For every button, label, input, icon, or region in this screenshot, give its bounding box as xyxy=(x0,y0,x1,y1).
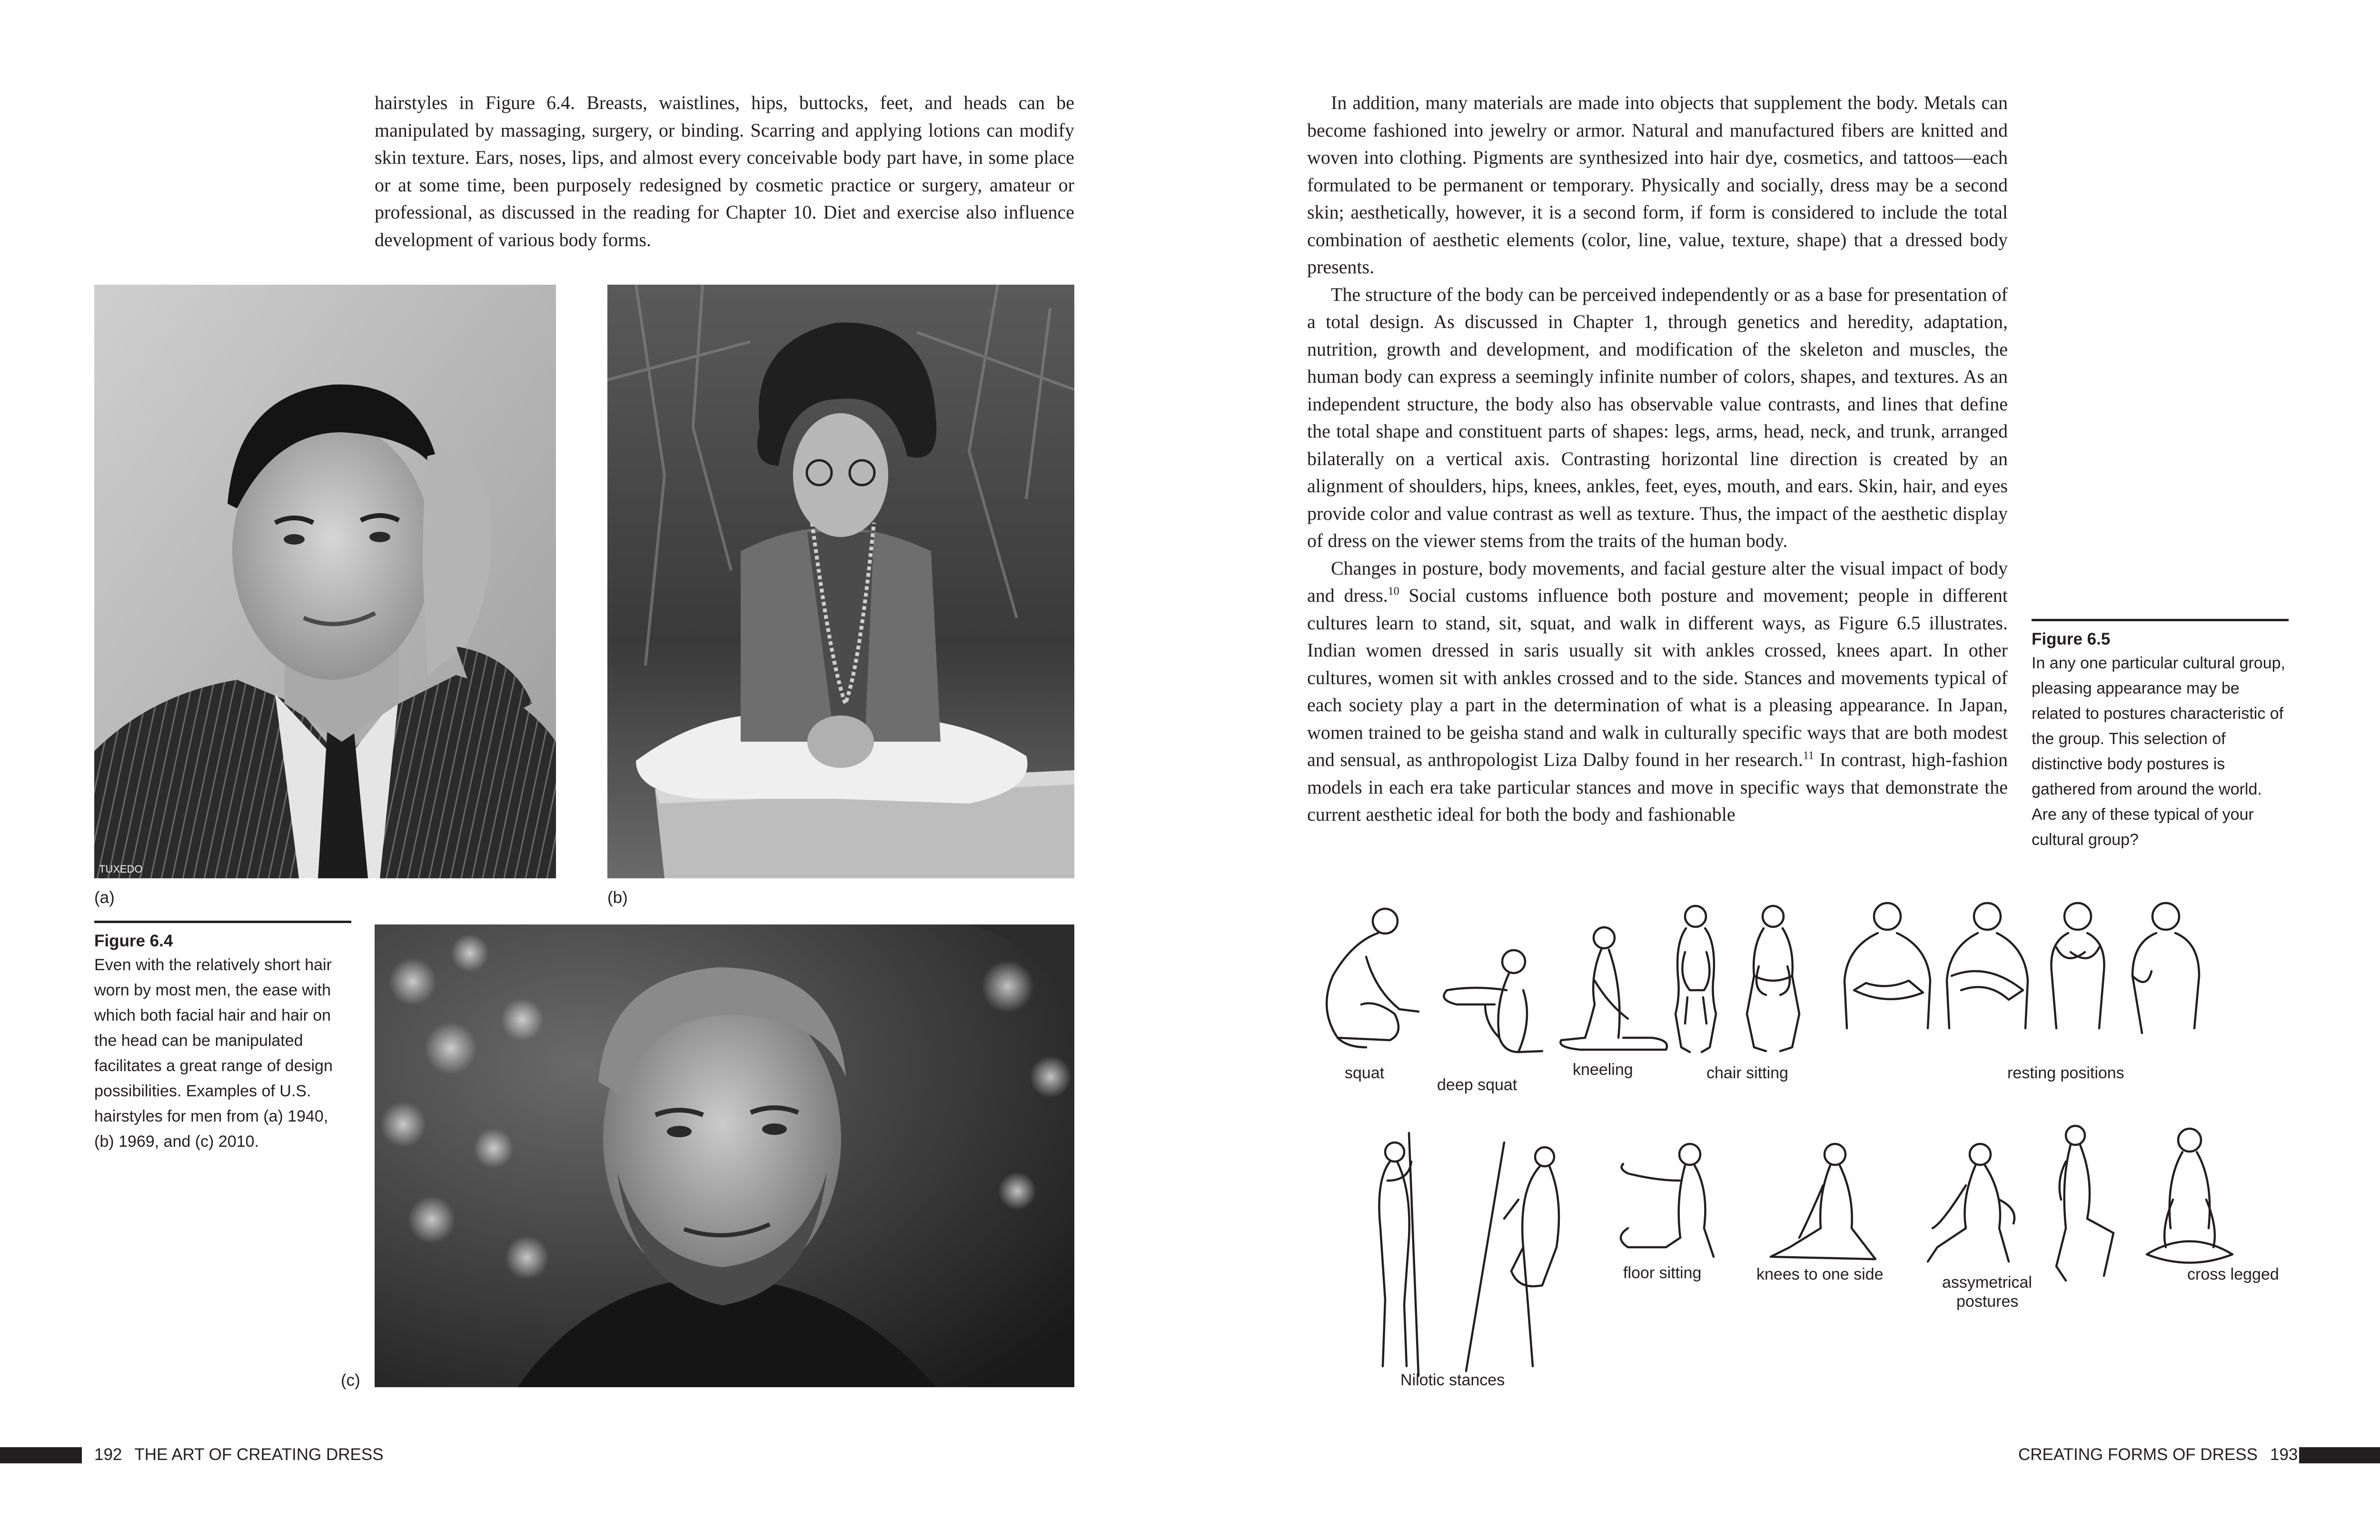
figure-6-4-caption xyxy=(94,921,351,1154)
paragraph-3-part-b: Social customs influence both posture and movement; people in different cultures learn to stand, sit, squat, and walk in different ways, as Figure 6.5 illustrates. Indian women dressed in saris usually sit with ankles crossed, knees apart. In other cultures, women sit with ankles crossed and to the side. Stances and movements typical of each society play a part in the determination of what is a pleasing appearance. In Japan, women trained to be geisha stand and walk in culturally specific ways that are both modest and sensual, as anthropologist Liza Dalby found in her research. xyxy=(1307,585,2008,770)
cross-legged-figure xyxy=(2147,1129,2232,1263)
label-deep-squat: deep squat xyxy=(1437,1076,1517,1094)
paragraph-3-part-a: Changes in posture, body movements, and facial gesture alter the visual impact of body and dress. xyxy=(1307,557,2008,606)
label-nilotic-stances: Nilotic stances xyxy=(1400,1371,1505,1389)
squat-figure xyxy=(1327,909,1418,1047)
label-floor-sitting: floor sitting xyxy=(1623,1264,1702,1282)
photo-c-image xyxy=(375,924,1074,1387)
label-assymetrical: assymetrical xyxy=(1942,1273,2032,1292)
photo-b-image xyxy=(607,285,1074,878)
assymetrical-postures-figure xyxy=(1928,1144,2014,1262)
photo-a-stamp: TUXEDO xyxy=(99,863,143,875)
resting-position-figure-2 xyxy=(1947,903,2028,1028)
resting-position-figure-1 xyxy=(1844,903,1930,1028)
right-body-text xyxy=(1307,89,2008,828)
label-resting-positions: resting positions xyxy=(2007,1064,2124,1082)
figure-6-5-caption xyxy=(2032,619,2289,853)
right-page-number: 193 xyxy=(2270,1445,2298,1464)
assymetrical-standing-figure xyxy=(2056,1126,2113,1281)
footnote-ref-11[interactable]: 11 xyxy=(1803,749,1815,762)
photo-c-label: (c) xyxy=(341,1371,360,1390)
label-squat: squat xyxy=(1345,1064,1385,1082)
footnote-ref-10[interactable]: 10 xyxy=(1388,585,1399,598)
nilotic-stance-figure-1 xyxy=(1379,1133,1419,1376)
nilotic-stance-figure-2 xyxy=(1466,1143,1559,1371)
left-page-number: 192 xyxy=(94,1445,122,1464)
posture-illustrations xyxy=(1295,895,2299,1414)
figure-6-4-body: Even with the relatively short hair worn by most men, the ease with which both facial hair and hair on the head can be manipulated facilitates a great range of design possibilities. Examples of U.S. hairstyles for men from (a) 1940, (b) 1969, and (c) 2010. xyxy=(94,956,333,1151)
figure-6-5-title: Figure 6.5 xyxy=(2032,630,2111,648)
paragraph-2: The structure of the body can be perceived independently or as a base for presentation of a total design. As discussed in Chapter 1, through genetics and heredity, adaptation, nutrition, growth and development, and modification of the skeleton and muscles, the human body can express a seemingly infinite number of colors, shapes, and textures. As an independent structure, the body also has observable value contrasts, and lines that define the total shape and constituent parts of shapes: legs, arms, head, neck, and trunk, arranged bilaterally on a vertical axis. Contrasting horizontal line direction is created by an alignment of shoulders, hips, knees, ankles, feet, eyes, mouth, and ears. Skin, hair, and eyes provide color and value contrast as well as texture. Thus, the impact of the aesthetic display of dress on the viewer stems from the traits of the human body. xyxy=(1307,283,2008,551)
caption-rule xyxy=(2032,619,2289,621)
figure-6-4-title: Figure 6.4 xyxy=(94,932,173,950)
label-kneeling: kneeling xyxy=(1573,1061,1633,1079)
label-cross-legged: cross legged xyxy=(2187,1265,2279,1283)
kneeling-figure xyxy=(1560,927,1667,1050)
photo-a-1940-portrait xyxy=(94,285,556,878)
intro-text: hairstyles in Figure 6.4. Breasts, waistlines, hips, buttocks, feet, and heads can be manipulated by massaging, surgery, or binding. Scarring and applying lotions can modify skin texture. Ears, noses, lips, and almost every conceivable body part have, in some place or at some time, been purposely redesigned by cosmetic practice or surgery, amateur or professional, as discussed in the reading for Chapter 10. Diet and exercise also influence development of various body forms. xyxy=(375,92,1074,250)
knees-to-one-side-figure xyxy=(1771,1144,1875,1259)
resting-position-figure-4 xyxy=(2132,903,2199,1033)
paragraph-1: In addition, many materials are made into objects that supplement the body. Metals can become fashioned into jewelry or armor. Natural and manufactured fibers are knitted and woven into clothing. Pigments are synthesized into hair dye, cosmetics, and tattoos—each formulated to be permanent or temporary. Physically and socially, dress may be a second skin; aesthetically, however, it is a second form, if form is considered to include the total combination of aesthetic elements (color, line, value, texture, shape) that a dressed body presents. xyxy=(1307,92,2008,278)
left-intro-paragraph xyxy=(375,89,1074,253)
figure-6-5-posture-drawings xyxy=(1295,895,2299,1414)
label-postures: postures xyxy=(1956,1292,2019,1311)
floor-sitting-figure xyxy=(1621,1144,1714,1257)
right-footer xyxy=(2018,1445,2298,1464)
chair-sitting-figure-2 xyxy=(1747,906,1799,1051)
photo-a-label: (a) xyxy=(94,888,115,907)
photo-b-1969-portrait xyxy=(607,285,1074,878)
right-running-head: CREATING FORMS OF DRESS xyxy=(2018,1445,2258,1464)
left-footer-bar xyxy=(0,1447,82,1463)
chair-sitting-figure-1 xyxy=(1676,906,1716,1052)
resting-position-figure-3 xyxy=(2051,903,2104,1028)
label-knees-to-one-side: knees to one side xyxy=(1756,1265,1884,1283)
left-footer xyxy=(94,1445,384,1464)
deep-squat-figure xyxy=(1444,950,1542,1052)
label-chair-sitting: chair sitting xyxy=(1706,1064,1788,1082)
paragraph-3 xyxy=(1307,555,2008,828)
right-footer-bar xyxy=(2299,1447,2380,1463)
left-running-head: THE ART OF CREATING DRESS xyxy=(134,1445,384,1464)
photo-b-label: (b) xyxy=(607,888,628,907)
figure-6-5-body: In any one particular cultural group, pleasing appearance may be related to postures characteristic of the group. This selection of distinctive body postures is gathered from around the world. Are any of these typical of your cultural group? xyxy=(2032,654,2285,849)
photo-a-image xyxy=(94,285,556,878)
paragraph-3-part-c: In contrast, high-fashion models in each era take particular stances and move in specific ways that demonstrate the current aesthetic ideal for both the body and fashionable xyxy=(1307,749,2008,825)
caption-rule xyxy=(94,921,351,923)
photo-c-2010-portrait xyxy=(375,924,1074,1387)
